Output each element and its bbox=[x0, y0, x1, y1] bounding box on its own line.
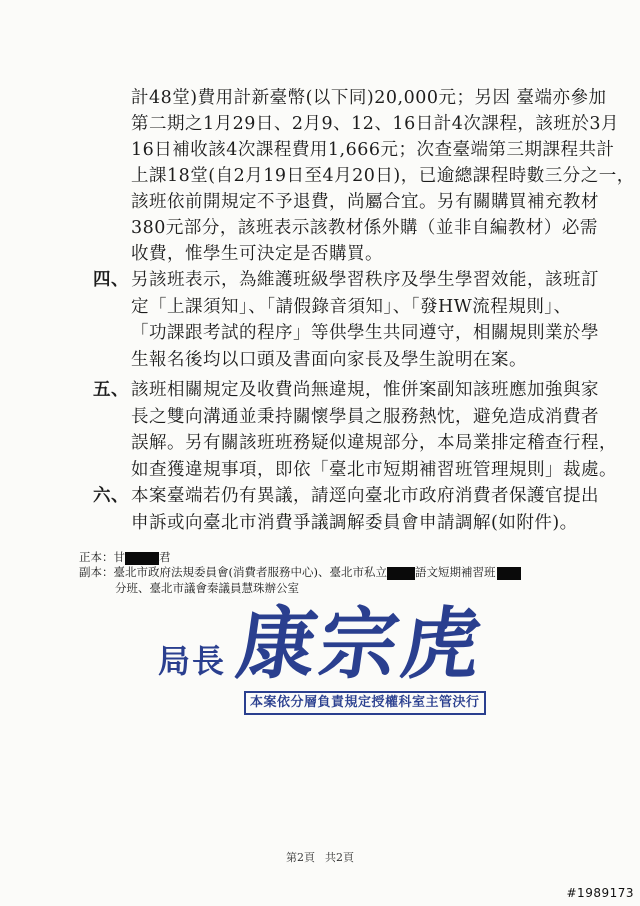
page-total: 共2頁 bbox=[325, 851, 354, 864]
authorization-stamp: 本案依分層負責規定授權科室主管決行 bbox=[244, 691, 486, 715]
recipient-name-end: 君 bbox=[159, 550, 171, 564]
redaction-box bbox=[497, 567, 521, 580]
recipient-name-start: 甘 bbox=[113, 550, 125, 564]
copy-recipients-a: 臺北市政府法規委員會(消費者服務中心)、臺北市私立 bbox=[113, 565, 387, 579]
item-line: 另該班表示，為維護班級學習秩序及學生學習效能，該班訂 bbox=[131, 270, 599, 290]
recipient-label: 正本： bbox=[79, 550, 114, 564]
body-line: 收費，惟學生可決定是否購買。 bbox=[131, 244, 383, 264]
item-line: 本案臺端若仍有異議，請逕向臺北市政府消費者保護官提出 bbox=[131, 486, 599, 506]
item-number: 六、 bbox=[93, 486, 129, 506]
item-line: 申訴或向臺北市消費爭議調解委員會申請調解(如附件)。 bbox=[131, 512, 578, 533]
item-line: 如查獲違規事項，即依「臺北市短期補習班管理規則」裁處。 bbox=[131, 459, 617, 480]
director-title: 局長 bbox=[158, 642, 227, 680]
item-line: 誤解。另有關該班班務疑似違規部分，本局業排定稽查行程， bbox=[131, 433, 617, 453]
item-line: 該班相關規定及收費尚無違規，惟併案副知該班應加強與家 bbox=[131, 380, 599, 400]
body-line: 上課18堂(自2月19日至4月20日)，已逾總課程時數三分之一， bbox=[131, 166, 635, 186]
redaction-box bbox=[387, 567, 415, 580]
body-line: 第二期之1月29日、2月9、12、16日計4次課程，該班於3月 bbox=[131, 114, 619, 134]
body-line: 該班依前開規定不予退費，尚屬合宜。另有關購買補充教材 bbox=[131, 192, 599, 212]
item-line: 定「上課須知」、「請假錄音須知」、「發HW流程規則」、 bbox=[131, 296, 572, 317]
redaction-box bbox=[125, 552, 159, 565]
body-line: 16日補收該4次課程費用1,666元；次查臺端第三期課程共計 bbox=[131, 140, 615, 160]
body-line: 計48堂)費用計新臺幣(以下同)20,000元；另因 臺端亦參加 bbox=[131, 88, 607, 108]
item-number: 四、 bbox=[93, 270, 129, 290]
copy-recipients-line-2: 分班、臺北市議會秦議員慧珠辦公室 bbox=[115, 581, 299, 595]
item-number: 五、 bbox=[93, 380, 129, 400]
page-number bbox=[0, 849, 640, 865]
page-current: 第2頁 bbox=[286, 851, 315, 864]
body-line: 380元部分，該班表示該教材係外購（並非自編教材）必需 bbox=[131, 218, 598, 238]
copy-label: 副本： bbox=[79, 565, 114, 579]
copy-recipients-line-1 bbox=[79, 564, 521, 580]
item-line: 長之雙向溝通並秉持關懷學員之服務熱忱，避免造成消費者 bbox=[131, 406, 599, 427]
item-line: 「功課跟考試的程序」等供學生共同遵守，相關規則業於學 bbox=[131, 323, 599, 343]
director-signature-seal: 康宗虎 bbox=[231, 600, 491, 690]
copy-recipients-b: 語文短期補習班 bbox=[414, 565, 496, 579]
document-id: #1989173 bbox=[566, 886, 634, 900]
item-line: 生報名後均以口頭及書面向家長及學生說明在案。 bbox=[131, 349, 527, 370]
recipient-line bbox=[79, 549, 171, 565]
